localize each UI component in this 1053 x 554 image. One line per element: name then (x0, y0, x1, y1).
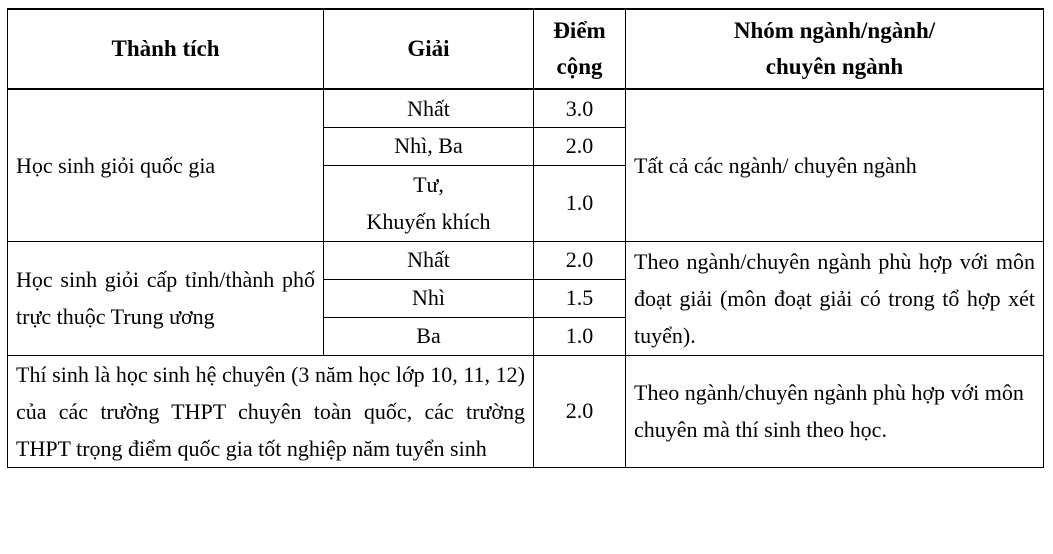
table-header (8, 9, 1044, 89)
table-row (8, 241, 1044, 279)
national-field: Tất cả các ngành/ chuyên ngành (626, 89, 1044, 241)
table-row (8, 89, 1044, 127)
prize-cell: Nhì, Ba (324, 127, 534, 165)
points-cell: 3.0 (534, 89, 626, 127)
prize-line2: Khuyến khích (366, 209, 491, 234)
provincial-label: Học sinh giỏi cấp tỉnh/thành phố trực thuộc Trung ương (8, 241, 324, 355)
provincial-field: Theo ngành/chuyên ngành phù hợp với môn đoạt giải (môn đoạt giải có trong tổ hợp xét tuyển). (626, 241, 1044, 355)
points-cell: 2.0 (534, 127, 626, 165)
points-cell: 1.0 (534, 317, 626, 355)
header-points-line2: cộng (556, 54, 603, 79)
prize-cell: Nhì (324, 279, 534, 317)
header-achievement: Thành tích (8, 9, 324, 89)
points-cell: 2.0 (534, 355, 626, 467)
points-cell: 1.5 (534, 279, 626, 317)
header-field (626, 9, 1044, 89)
header-field-line2: chuyên ngành (765, 54, 904, 79)
national-label: Học sinh giỏi quốc gia (8, 89, 324, 241)
header-points (534, 9, 626, 89)
prize-cell: Nhất (324, 241, 534, 279)
header-field-line1: Nhóm ngành/ngành/ (733, 18, 936, 43)
bonus-points-table (7, 8, 1044, 468)
prize-cell: Ba (324, 317, 534, 355)
specialized-label: Thí sinh là học sinh hệ chuyên (3 năm học lớp 10, 11, 12) của các trường THPT chuyên toàn quốc, các trường THPT trọng điểm quốc gia tốt nghiệp năm tuyển sinh (8, 355, 534, 467)
prize-line1: Tư, (413, 172, 444, 197)
header-prize: Giải (324, 9, 534, 89)
prize-cell: Nhất (324, 89, 534, 127)
table-row (8, 355, 1044, 467)
header-row (8, 9, 1044, 89)
specialized-field: Theo ngành/chuyên ngành phù hợp với môn chuyên mà thí sinh theo học. (626, 355, 1044, 467)
header-points-line1: Điểm (553, 18, 606, 43)
prize-cell (324, 165, 534, 241)
points-cell: 2.0 (534, 241, 626, 279)
points-cell: 1.0 (534, 165, 626, 241)
